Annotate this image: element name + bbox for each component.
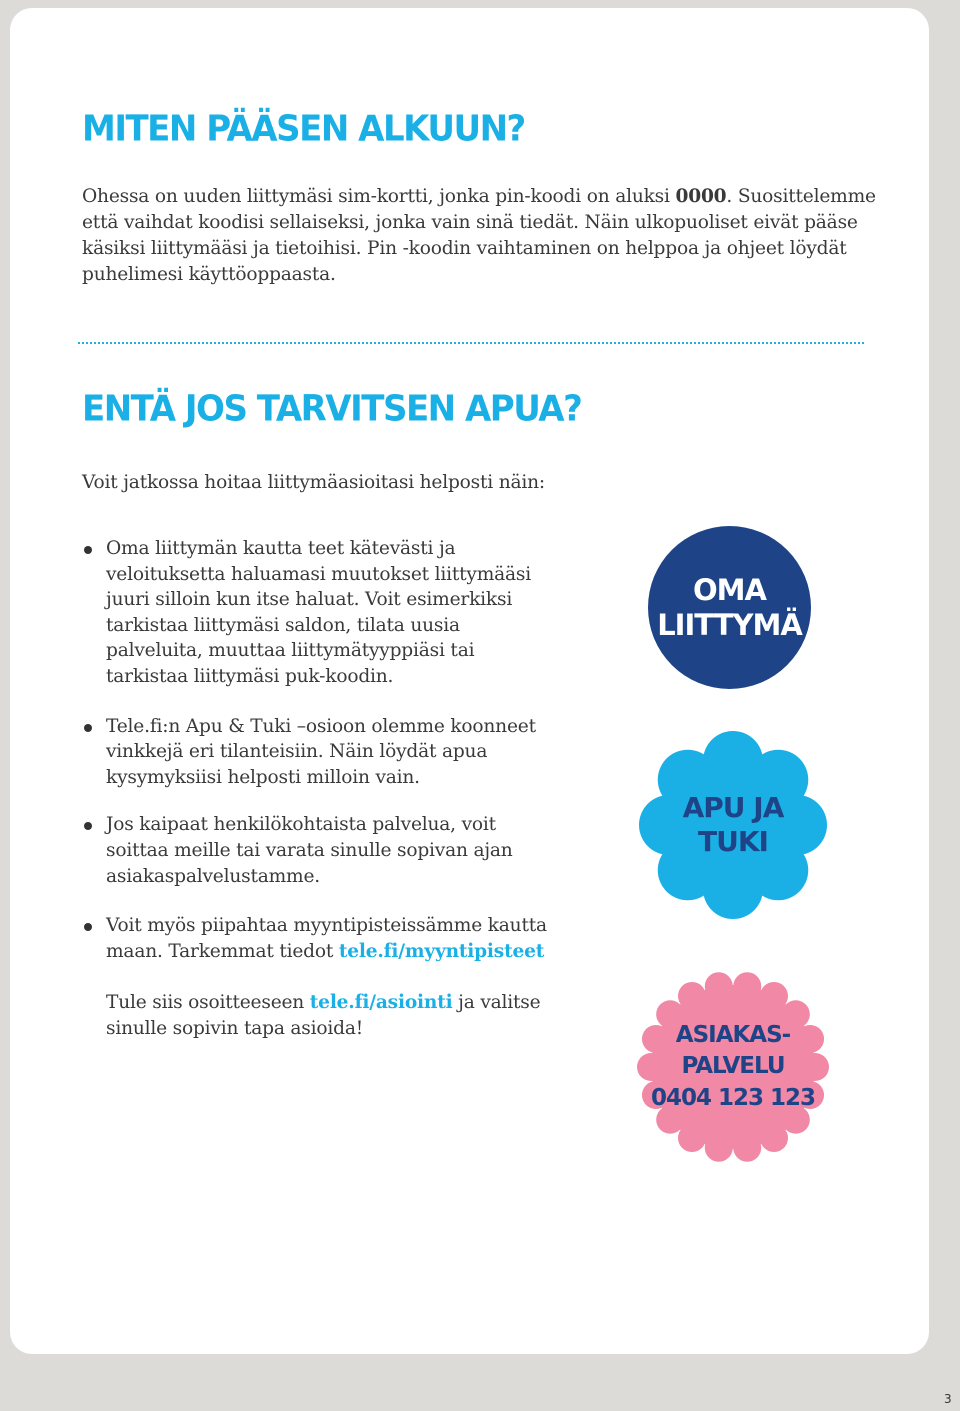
badge-line: TUKI — [698, 825, 768, 858]
list-item-text: Voit myös piipahtaa myyntipisteissämme kautta maan. Tarkemmat tiedot — [106, 915, 547, 962]
closing-text-before: Tule siis osoitteeseen — [106, 992, 310, 1014]
list-item — [80, 812, 560, 889]
bullet-icon — [84, 923, 92, 931]
closing-text-after: ja valitse sinulle sopivin tapa asioida! — [106, 992, 541, 1039]
badge-line: LIITTYMÄ — [657, 607, 802, 642]
bullet-icon — [84, 546, 92, 554]
sim-card-paragraph — [82, 184, 882, 288]
heading-need-help: ENTÄ JOS TARVITSEN APUA? — [82, 388, 582, 430]
badge-line: PALVELU — [681, 1053, 785, 1080]
heading-getting-started: MITEN PÄÄSEN ALKUUN? — [82, 108, 525, 150]
list-item-text: Tele.fi:n Apu & Tuki –osioon olemme koonneet vinkkejä eri tilanteisiin. Näin löydät apua kysymyksiisi helposti milloin vain. — [106, 715, 536, 788]
badge-label — [683, 791, 784, 858]
page-number: 3 — [944, 1392, 952, 1406]
list-item — [80, 536, 560, 690]
pin-code: 0000 — [675, 186, 727, 207]
asiakaspalvelu-badge[interactable] — [636, 970, 830, 1164]
list-item-text: Jos kaipaat henkilökohtaista palvelua, voit soittaa meille tai varata sinulle sopivan ajan asiakaspalvelustamme. — [106, 814, 513, 887]
apu-ja-tuki-badge[interactable] — [638, 730, 828, 920]
list-item — [80, 913, 560, 1041]
closing-text — [106, 990, 560, 1041]
help-intro: Voit jatkossa hoitaa liittymäasioitasi helposti näin: — [82, 472, 545, 493]
oma-liittyma-badge[interactable] — [648, 526, 811, 689]
badge-label — [657, 573, 802, 643]
list-item-text: Oma liittymän kautta teet kätevästi ja veloituksetta haluamasi muutokset liittymääsi juuri silloin kun itse haluat. Voit esimerkiksi tarkistaa liittymäsi saldon, tilata uusia palveluita, muuttaa liittymätyyppiäsi tai tarkistaa liittymäsi puk-koodin. — [106, 538, 532, 687]
badge-label — [651, 1020, 815, 1113]
badge-line: APU JA — [682, 791, 784, 825]
dotted-divider — [78, 342, 864, 344]
help-options-list — [80, 536, 560, 1042]
stores-link[interactable]: tele.fi/myyntipisteet — [338, 940, 545, 962]
phone-number: 0404 123 123 — [650, 1084, 816, 1111]
asiointi-link[interactable]: tele.fi/asiointi — [309, 992, 453, 1014]
badge-line: ASIAKAS- — [675, 1022, 791, 1049]
bullet-icon — [84, 822, 92, 830]
paragraph-text-1: Ohessa on uuden liittymäsi sim-kortti, jonka pin-koodi on aluksi — [82, 186, 676, 207]
paragraph-text-2: . Suosittelemme että vaihdat koodisi sellaiseksi, jonka vain sinä tiedät. Näin ulkopuoliset eivät pääse käsiksi liittymääsi ja tietoihisi. Pin -koodin vaihtaminen on helppoa ja ohjeet löydät puhelimesi käyttöoppaasta. — [82, 186, 876, 285]
badge-line: OMA — [693, 572, 766, 607]
list-item — [80, 714, 560, 791]
bullet-icon — [84, 724, 92, 732]
